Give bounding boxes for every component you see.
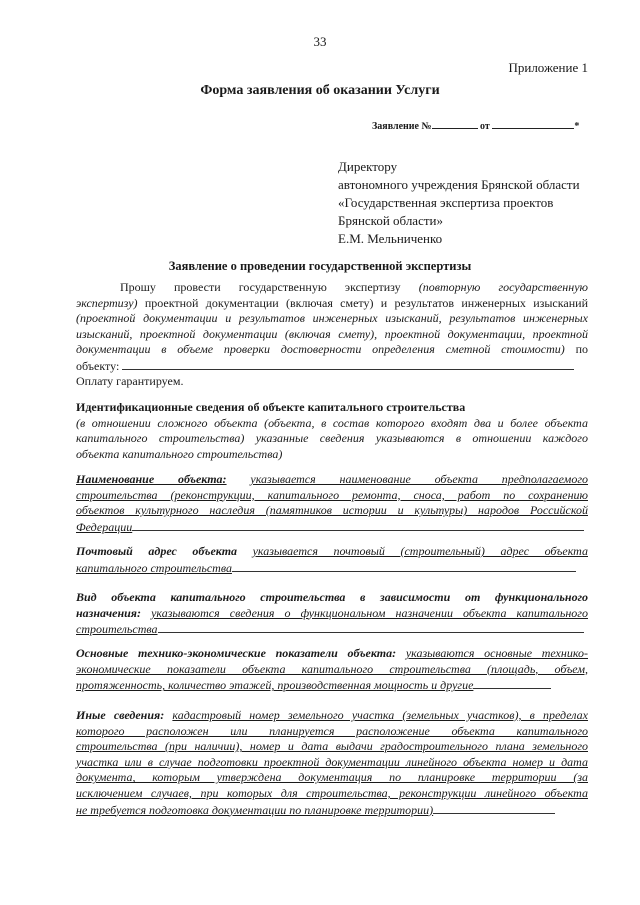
application-number-line	[372, 118, 579, 132]
application-number-label: Заявление №	[372, 121, 432, 132]
other-info-field	[76, 708, 588, 817]
addressee-line: Директору	[338, 159, 398, 174]
field-line: документа, которым утверждена документация по планировке территории (за	[76, 770, 588, 785]
object-name-input-line[interactable]	[132, 519, 584, 531]
application-asterisk: *	[574, 121, 580, 132]
ident-title: Идентификационные сведения об объекте капитального строительства	[76, 400, 466, 414]
field-line: Основные технико-экономические показатели объекта: указываются основные технико-	[76, 646, 588, 660]
field-line: строительства (реконструкции, капитального ремонта, сноса, работ по сохранению	[76, 487, 588, 502]
other-info-label: Иные сведения:	[76, 708, 165, 722]
statement-title: Заявление о проведении государственной экспертизы	[168, 259, 472, 273]
field-line: строительства	[76, 621, 588, 637]
field-line: которого расположен или планируется расположение объекта капитального	[76, 723, 588, 738]
request-paragraph	[76, 280, 588, 389]
request-line: документации в объеме проверки достоверности определения сметной стоимости) по	[76, 342, 589, 357]
object-type-input-line[interactable]	[158, 621, 584, 633]
ident-note-line: (в отношении сложного объекта (объекта, в состав которого входят два и более объекта	[76, 415, 588, 430]
request-line: изысканий, проектной документации (включая смету), проектной документации, проектной	[76, 326, 588, 341]
request-line: Прошу провести государственную экспертизу (повторную государственную	[120, 280, 589, 294]
field-line: строительства (при наличии), номер и дата выдачи градостроительного плана земельного	[76, 739, 588, 754]
field-line: экономические показатели объекта капитального строительства (площадь, объем,	[76, 661, 588, 676]
field-line: протяженность, количество этажей, производственная мощность и другие	[76, 677, 588, 693]
field-line: Федерации	[76, 519, 588, 535]
field-line: Иные сведения: кадастровый номер земельного участка (земельных участков), в пределах	[76, 708, 589, 722]
object-name-label: Наименование объекта:	[76, 472, 227, 486]
field-line: капитального строительства	[76, 560, 588, 576]
addressee-block	[338, 158, 580, 248]
ident-section	[76, 400, 588, 462]
field-line: назначения: указываются сведения о функциональном назначении объекта капитального	[76, 605, 588, 620]
object-input-line[interactable]	[122, 358, 574, 370]
field-line: Почтовый адрес объекта указывается почтовый (строительный) адрес объекта	[76, 544, 588, 558]
other-info-input-line[interactable]	[433, 802, 555, 814]
application-date-blank[interactable]	[492, 118, 574, 129]
appendix-label: Приложение 1	[508, 60, 588, 75]
object-type-label: Вид объекта капитального строительства в зависимости от функционального	[76, 590, 588, 604]
payment-guarantee: Оплату гарантируем.	[76, 373, 184, 388]
postal-address-input-line[interactable]	[232, 560, 576, 572]
addressee-line: Е.М. Мельниченко	[338, 231, 443, 246]
object-name-field	[76, 472, 588, 534]
object-type-field	[76, 590, 588, 637]
addressee-line: Брянской области»	[338, 213, 443, 228]
field-line: не требуется подготовка документации по планировке территории)	[76, 802, 588, 818]
page-number: 33	[313, 34, 327, 49]
request-line: экспертизу) проектной документации (включая смету) и результатов инженерных изысканий	[76, 295, 588, 310]
field-line: Наименование объекта: указывается наименование объекта предполагаемого	[76, 472, 589, 486]
postal-address-label: Почтовый адрес объекта	[76, 544, 238, 558]
form-title: Форма заявления об оказании Услуги	[200, 83, 440, 98]
tech-indicators-field	[76, 646, 588, 693]
tech-indicators-input-line[interactable]	[473, 677, 551, 689]
postal-address-field	[76, 544, 588, 575]
application-date-label: от	[480, 121, 490, 132]
field-line: объектов культурного наследия (памятников истории и культуры) народов Российской	[76, 503, 588, 518]
tech-indicators-label: Основные технико-экономические показатели объекта:	[76, 646, 397, 660]
ident-note-line: капитального строительства) указанные сведения указываются в отношении каждого	[76, 431, 588, 446]
field-line: исключением случаев, при которых для строительства, реконструкции линейного объекта	[76, 785, 588, 800]
addressee-line: автономного учреждения Брянской области	[338, 177, 580, 192]
application-number-blank[interactable]	[432, 118, 478, 129]
field-line: участка или в случае подготовки проектной документации линейного объекта номер и дата	[76, 754, 588, 769]
object-line: объекту:	[76, 358, 588, 374]
addressee-line: «Государственная экспертиза проектов	[338, 195, 554, 210]
ident-note-line: объекта капитального строительства)	[76, 446, 283, 461]
request-line: (проектной документации и результатов инженерных изысканий, результатов инженерных	[76, 311, 588, 326]
